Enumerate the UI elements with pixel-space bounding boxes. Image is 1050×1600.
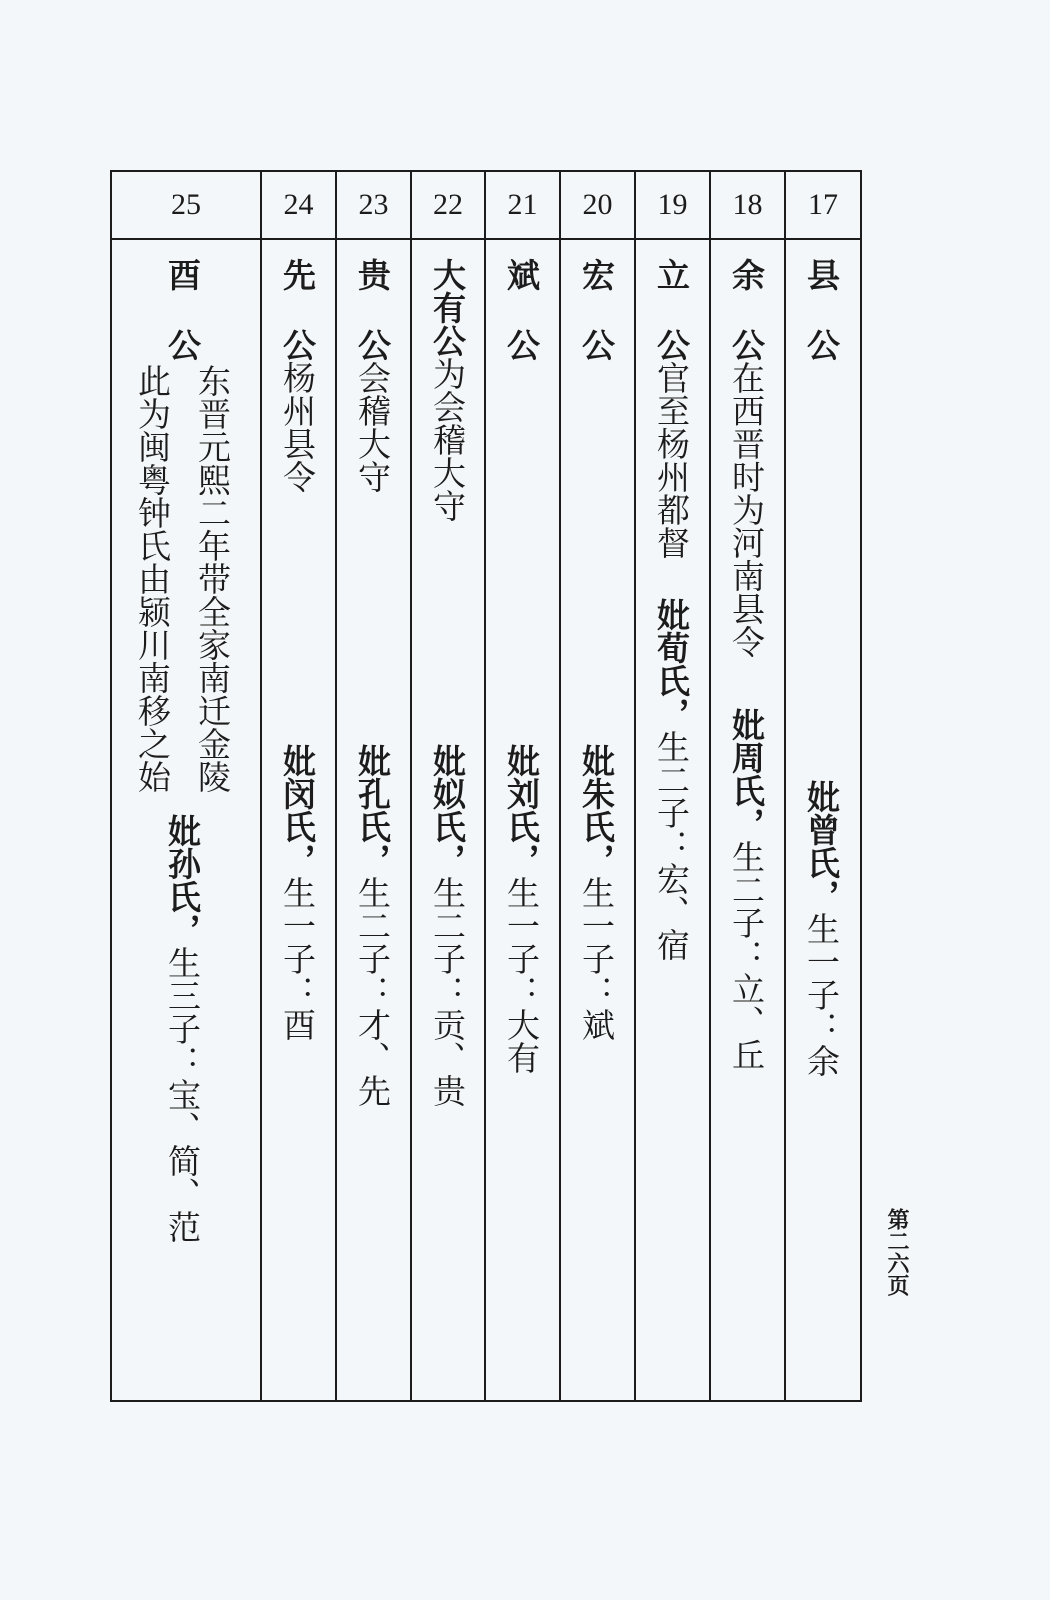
honorific: 公 — [802, 328, 841, 361]
person-name: 大有 — [428, 258, 467, 324]
generation-number: 22 — [433, 188, 463, 221]
office: 会稽大守 — [353, 361, 392, 493]
biography-note — [428, 258, 467, 522]
honorific: 公 — [727, 328, 766, 361]
children-list: 生一子：余 — [802, 912, 841, 1077]
entry-column-23 — [335, 172, 410, 1400]
spouse-name: 妣姒氏， — [428, 744, 467, 876]
biography-note — [727, 328, 766, 658]
spouse-line — [577, 744, 616, 1041]
generation-number: 18 — [732, 188, 763, 221]
page-number: 第二六页 — [884, 1208, 910, 1296]
person-name: 先 — [278, 258, 317, 291]
entry-column-24 — [260, 172, 335, 1400]
genealogy-table — [110, 170, 862, 1402]
children-list: 生一子：大有 — [502, 876, 541, 1074]
person-name: 余 — [727, 258, 766, 291]
generation-number: 24 — [283, 188, 314, 221]
children-list: 生二子：贡、贵 — [428, 876, 467, 1107]
spouse-line — [727, 708, 766, 1071]
entry-column-19 — [634, 172, 709, 1400]
spouse-name: 妣周氏， — [727, 708, 766, 840]
office: 为会稽大守 — [428, 357, 467, 522]
entry-column-18 — [709, 172, 784, 1400]
children-list: 生三子：宝、简、范 — [163, 946, 202, 1243]
entry-column-21 — [484, 172, 559, 1400]
spouse-line — [502, 744, 541, 1074]
spouse-name: 妣朱氏， — [577, 744, 616, 876]
children-list: 生一子：斌 — [577, 876, 616, 1041]
spouse-line — [278, 744, 317, 1041]
biography-note — [652, 328, 691, 559]
honorific: 公 — [577, 328, 616, 361]
entry-column-20 — [559, 172, 634, 1400]
spouse-name: 妣刘氏， — [502, 744, 541, 876]
honorific: 公 — [502, 328, 541, 361]
generation-number: 25 — [171, 188, 201, 221]
honorific: 公 — [353, 328, 392, 361]
honorific: 公 — [278, 328, 317, 361]
person-name: 立 — [652, 258, 691, 291]
person-name: 贵 — [353, 258, 392, 291]
honorific: 公 — [163, 328, 202, 361]
office: 在西晋时为河南县令 — [727, 361, 766, 658]
spouse-name: 妣荀氏， — [652, 598, 691, 730]
generation-number: 17 — [808, 188, 838, 221]
biography-note-2: 此为闽粤钟氏由颍川南移之始 — [133, 364, 172, 793]
children-list: 生一子：酉 — [278, 876, 317, 1041]
person-name: 酉 — [163, 258, 202, 291]
children-list: 生二子：立、丘 — [727, 840, 766, 1071]
spouse-line — [652, 598, 691, 961]
spouse-name: 妣曾氏， — [802, 780, 841, 912]
generation-number: 21 — [507, 188, 538, 221]
entry-column-22 — [410, 172, 484, 1400]
person-name: 宏 — [577, 258, 616, 291]
biography-note — [353, 328, 392, 493]
spouse-line — [353, 744, 392, 1107]
spouse-name: 妣孙氏， — [163, 814, 202, 946]
office: 官至杨州都督 — [652, 361, 691, 559]
biography-note — [278, 328, 317, 493]
children-list: 生二子：才、先 — [353, 876, 392, 1107]
honorific: 公 — [652, 328, 691, 361]
spouse-line — [802, 780, 841, 1077]
entry-column-25 — [112, 172, 260, 1400]
children-list: 生二子：宏、宿 — [652, 730, 691, 961]
honorific: 公 — [428, 324, 467, 357]
spouse-name: 妣闵氏， — [278, 744, 317, 876]
person-name: 斌 — [502, 258, 541, 291]
entry-column-17 — [784, 172, 860, 1400]
generation-number: 23 — [358, 188, 389, 221]
spouse-line — [428, 744, 467, 1107]
person-name: 县 — [802, 258, 841, 291]
generation-number: 20 — [582, 188, 613, 221]
spouse-line — [163, 814, 202, 1243]
office: 杨州县令 — [278, 361, 317, 493]
spouse-name: 妣孔氏， — [353, 744, 392, 876]
biography-note: 东晋元熙二年带全家南迁金陵 — [193, 364, 232, 793]
generation-number: 19 — [657, 188, 688, 221]
